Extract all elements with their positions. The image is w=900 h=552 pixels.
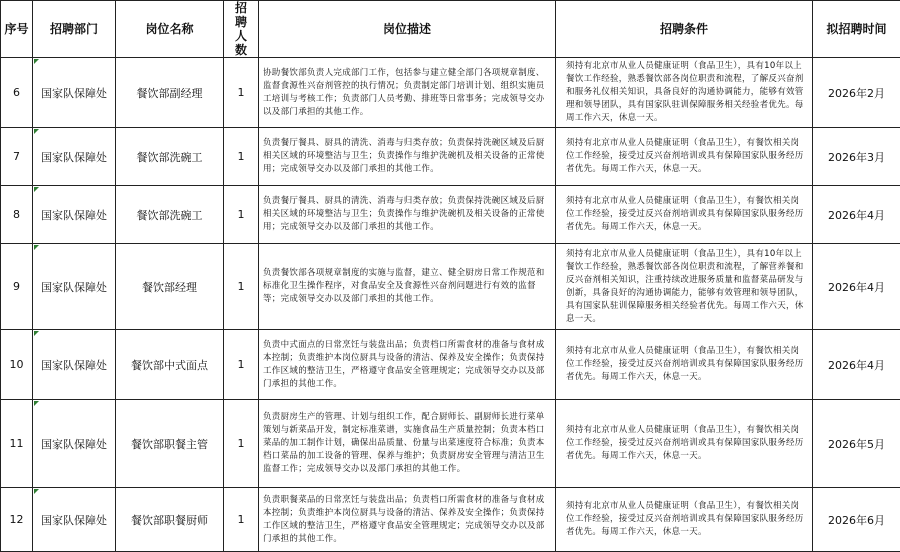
header-req: 招聘条件	[556, 1, 813, 58]
cell-dept: 国家队保障处	[33, 58, 116, 128]
cell-req: 须持有北京市从业人员健康证明（食品卫生），具有10年以上餐饮工作经验，熟悉餐饮部各岗位职责和流程，了解营养餐和反兴奋剂相关知识，注重持续改进服务质量和监督菜品研发与创新，具备良好的沟通协调能力，能够有效管理和领导团队，具有国家队驻训保障服务相关经验者优先。每周工作六天，休息一天。	[556, 244, 813, 330]
cell-date: 2026年6月	[813, 488, 900, 552]
cell-desc: 负责餐厅餐具、厨具的清洗、消毒与归类存放；负责保持洗碗区域及后厨相关区域的环境整洁与卫生；负责操作与维护洗碗机及相关设备的正常使用；完成领导交办以及部门承担的其他工作。	[259, 128, 556, 186]
cell-no: 7	[1, 128, 33, 186]
cell-count: 1	[224, 330, 259, 400]
table-row	[1, 330, 900, 400]
table-row	[1, 186, 900, 244]
cell-dept: 国家队保障处	[33, 400, 116, 488]
header-no: 序号	[1, 1, 33, 58]
cell-no: 10	[1, 330, 33, 400]
cell-count: 1	[224, 400, 259, 488]
cell-req: 须持有北京市从业人员健康证明（食品卫生），有餐饮相关岗位工作经验，接受过反兴奋剂培训或具有保障国家队服务经历者优先。每周工作六天，休息一天。	[556, 488, 813, 552]
cell-count: 1	[224, 488, 259, 552]
cell-no: 12	[1, 488, 33, 552]
cell-position: 餐饮部洗碗工	[116, 128, 224, 186]
table-header	[1, 1, 900, 58]
cell-dept: 国家队保障处	[33, 488, 116, 552]
cell-desc: 负责餐饮部各项规章制度的实施与监督，建立、健全厨房日常工作规范和标准化卫生操作程序，对食品安全及食源性兴奋剂问题进行有效的监督等；完成领导交办以及部门承担的其他工作。	[259, 244, 556, 330]
header-position: 岗位名称	[116, 1, 224, 58]
table-body	[1, 58, 900, 552]
header-count: 招聘人数	[224, 1, 259, 58]
cell-desc: 负责厨房生产的管理、计划与组织工作，配合厨师长、副厨师长进行菜单策划与新菜品开发，制定标准菜谱，实施食品生产质量控制；负责本档口菜品的加工制作计划，确保出品质量、份量与出菜速度符合标准；负责本档口菜品的加工设备的管理、保养与维护；负责厨房安全管理与清洁卫生监督工作；完成领导交办以及部门承担的其他工作。	[259, 400, 556, 488]
cell-position: 餐饮部职餐厨师	[116, 488, 224, 552]
header-row	[1, 1, 900, 58]
cell-date: 2026年4月	[813, 244, 900, 330]
cell-desc: 负责职餐菜品的日常烹饪与装盘出品；负责档口所需食材的准备与食材成本控制；负责维护本岗位厨具与设备的清洁、保养及安全操作；负责保持工作区域的整洁卫生，严格遵守食品安全管理规定；完成领导交办以及部门承担的其他工作。	[259, 488, 556, 552]
cell-count: 1	[224, 128, 259, 186]
cell-req: 须持有北京市从业人员健康证明（食品卫生），有餐饮相关岗位工作经验，接受过反兴奋剂培训或具有保障国家队服务经历者优先。每周工作六天，休息一天。	[556, 186, 813, 244]
cell-req: 须持有北京市从业人员健康证明（食品卫生），具有10年以上餐饮工作经验，熟悉餐饮部各岗位职责和流程，了解反兴奋剂和服务礼仪相关知识，具备良好的沟通协调能力，能够有效管理和领导团队，具有国家队驻训保障服务相关经验者优先。每周工作六天，休息一天。	[556, 58, 813, 128]
cell-no: 8	[1, 186, 33, 244]
cell-date: 2026年3月	[813, 128, 900, 186]
cell-no: 6	[1, 58, 33, 128]
cell-date: 2026年4月	[813, 330, 900, 400]
cell-count: 1	[224, 244, 259, 330]
cell-no: 11	[1, 400, 33, 488]
cell-position: 餐饮部中式面点	[116, 330, 224, 400]
cell-desc: 协助餐饮部负责人完成部门工作，包括参与建立健全部门各项规章制度、监督食源性兴奋剂管控的执行情况；负责制定部门培训计划、组织实施员工培训与考核工作；负责部门人员考勤、排班等日常事务；完成领导交办以及部门承担的其他工作。	[259, 58, 556, 128]
table-row	[1, 400, 900, 488]
cell-date: 2026年2月	[813, 58, 900, 128]
table-row	[1, 244, 900, 330]
cell-date: 2026年5月	[813, 400, 900, 488]
cell-position: 餐饮部副经理	[116, 58, 224, 128]
cell-no: 9	[1, 244, 33, 330]
cell-desc: 负责中式面点的日常烹饪与装盘出品；负责档口所需食材的准备与食材成本控制；负责维护本岗位厨具与设备的清洁、保养及安全操作；负责保持工作区域的整洁卫生，严格遵守食品安全管理规定；完成领导交办以及部门承担的其他工作。	[259, 330, 556, 400]
cell-desc: 负责餐厅餐具、厨具的清洗、消毒与归类存放；负责保持洗碗区域及后厨相关区域的环境整洁与卫生；负责操作与维护洗碗机及相关设备的正常使用；完成领导交办以及部门承担的其他工作。	[259, 186, 556, 244]
table-row	[1, 128, 900, 186]
cell-req: 须持有北京市从业人员健康证明（食品卫生），有餐饮相关岗位工作经验，接受过反兴奋剂培训或具有保障国家队服务经历者优先。每周工作六天，休息一天。	[556, 400, 813, 488]
header-dept: 招聘部门	[33, 1, 116, 58]
cell-position: 餐饮部洗碗工	[116, 186, 224, 244]
cell-dept: 国家队保障处	[33, 244, 116, 330]
cell-req: 须持有北京市从业人员健康证明（食品卫生），有餐饮相关岗位工作经验，接受过反兴奋剂培训或具有保障国家队服务经历者优先。每周工作六天，休息一天。	[556, 330, 813, 400]
cell-dept: 国家队保障处	[33, 128, 116, 186]
header-desc: 岗位描述	[259, 1, 556, 58]
cell-count: 1	[224, 186, 259, 244]
cell-dept: 国家队保障处	[33, 186, 116, 244]
cell-position: 餐饮部经理	[116, 244, 224, 330]
cell-count: 1	[224, 58, 259, 128]
cell-date: 2026年4月	[813, 186, 900, 244]
cell-position: 餐饮部职餐主管	[116, 400, 224, 488]
cell-req: 须持有北京市从业人员健康证明（食品卫生），有餐饮相关岗位工作经验，接受过反兴奋剂培训或具有保障国家队服务经历者优先。每周工作六天，休息一天。	[556, 128, 813, 186]
table-row	[1, 488, 900, 552]
table-row	[1, 58, 900, 128]
header-date: 拟招聘时间	[813, 1, 900, 58]
cell-dept: 国家队保障处	[33, 330, 116, 400]
